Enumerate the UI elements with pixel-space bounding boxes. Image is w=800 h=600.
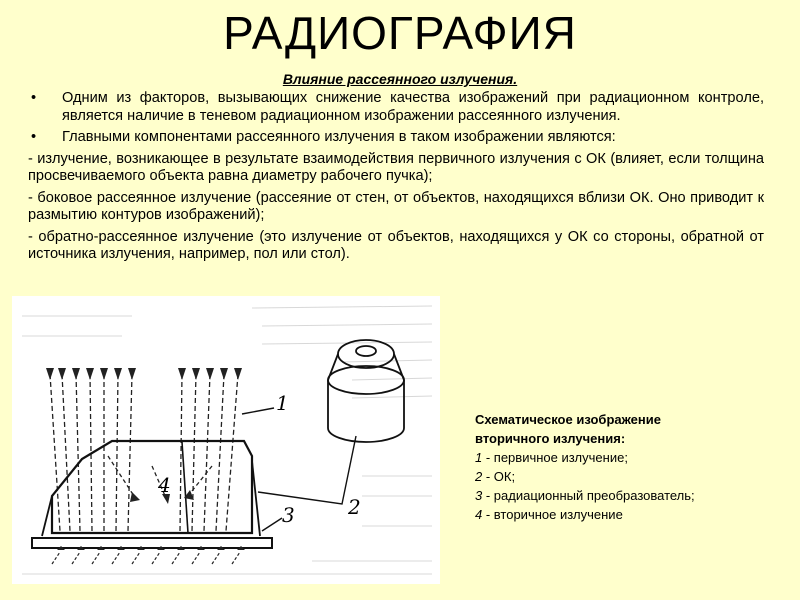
caption-item-number: 2 (475, 469, 483, 484)
scattering-diagram (12, 296, 440, 584)
caption-item-text: - ОК; (482, 469, 516, 484)
diagram-caption (475, 410, 775, 524)
caption-item-number: 4 (475, 507, 483, 522)
bullet-item (28, 90, 764, 125)
leader-lines (242, 408, 356, 531)
caption-item-text: - вторичное излучение (482, 507, 623, 522)
caption-item-text: - первичное излучение; (482, 450, 628, 465)
side-boundary-left (42, 496, 52, 536)
caption-item (475, 467, 775, 486)
side-boundary-right (252, 461, 260, 536)
caption-item-text: - радиационный преобразователь; (482, 488, 695, 503)
caption-item (475, 448, 775, 467)
slide-title: РАДИОГРАФИЯ (223, 7, 577, 59)
dash-item: - излучение, возникающее в результате взаимодействия первичного излучения с ОК (влияет, если толщина просвечиваемого объекта равна диаметру рабочего пучка); (28, 150, 764, 184)
object-ok-shape (52, 441, 252, 533)
caption-item (475, 486, 775, 505)
caption-item-number: 3 (475, 488, 483, 503)
bullet-text: Главными компонентами рассеянного излучения в таком изображении являются: (62, 129, 616, 145)
diagram-label-4: 4 (158, 473, 171, 497)
primary-radiation-lines (50, 374, 238, 531)
bullet-mark: • (31, 90, 37, 106)
bullet-text: Одним из факторов, вызывающих снижение качества изображений при радиационном контроле, является наличие в теневом радиационном изображении рассеянного излучения. (62, 90, 764, 124)
object-inner-line (182, 442, 188, 533)
backscatter-lines (52, 552, 240, 564)
caption-item-number: 1 (475, 450, 483, 465)
radiation-source (328, 340, 404, 442)
caption-title-line1: Схематическое изображение (475, 412, 661, 427)
diagram-label-3: 3 (282, 503, 295, 527)
primary-radiation-arrowheads (46, 368, 242, 380)
diagram-label-2: 2 (348, 495, 361, 519)
caption-title-line2: вторичного излучения: (475, 431, 626, 446)
caption-item (475, 505, 775, 524)
dash-item: - боковое рассеянное излучение (рассеяние от стен, от объектов, находящихся вблизи ОК. Оно приводит к размытию контуров изображений); (28, 189, 764, 223)
bullet-item (28, 129, 764, 147)
diagram-svg (12, 296, 440, 584)
diagram-label-1: 1 (276, 391, 289, 415)
section-subtitle: Влияние рассеянного излучения. (282, 71, 518, 87)
body-text (28, 90, 764, 268)
detector-plate (32, 538, 272, 548)
bullet-mark: • (31, 129, 37, 145)
dash-item: - обратно-рассеянное излучение (это излучение от объектов, находящихся у ОК со стороны, обратной от источника излучения, например, пол или стол). (28, 228, 764, 262)
